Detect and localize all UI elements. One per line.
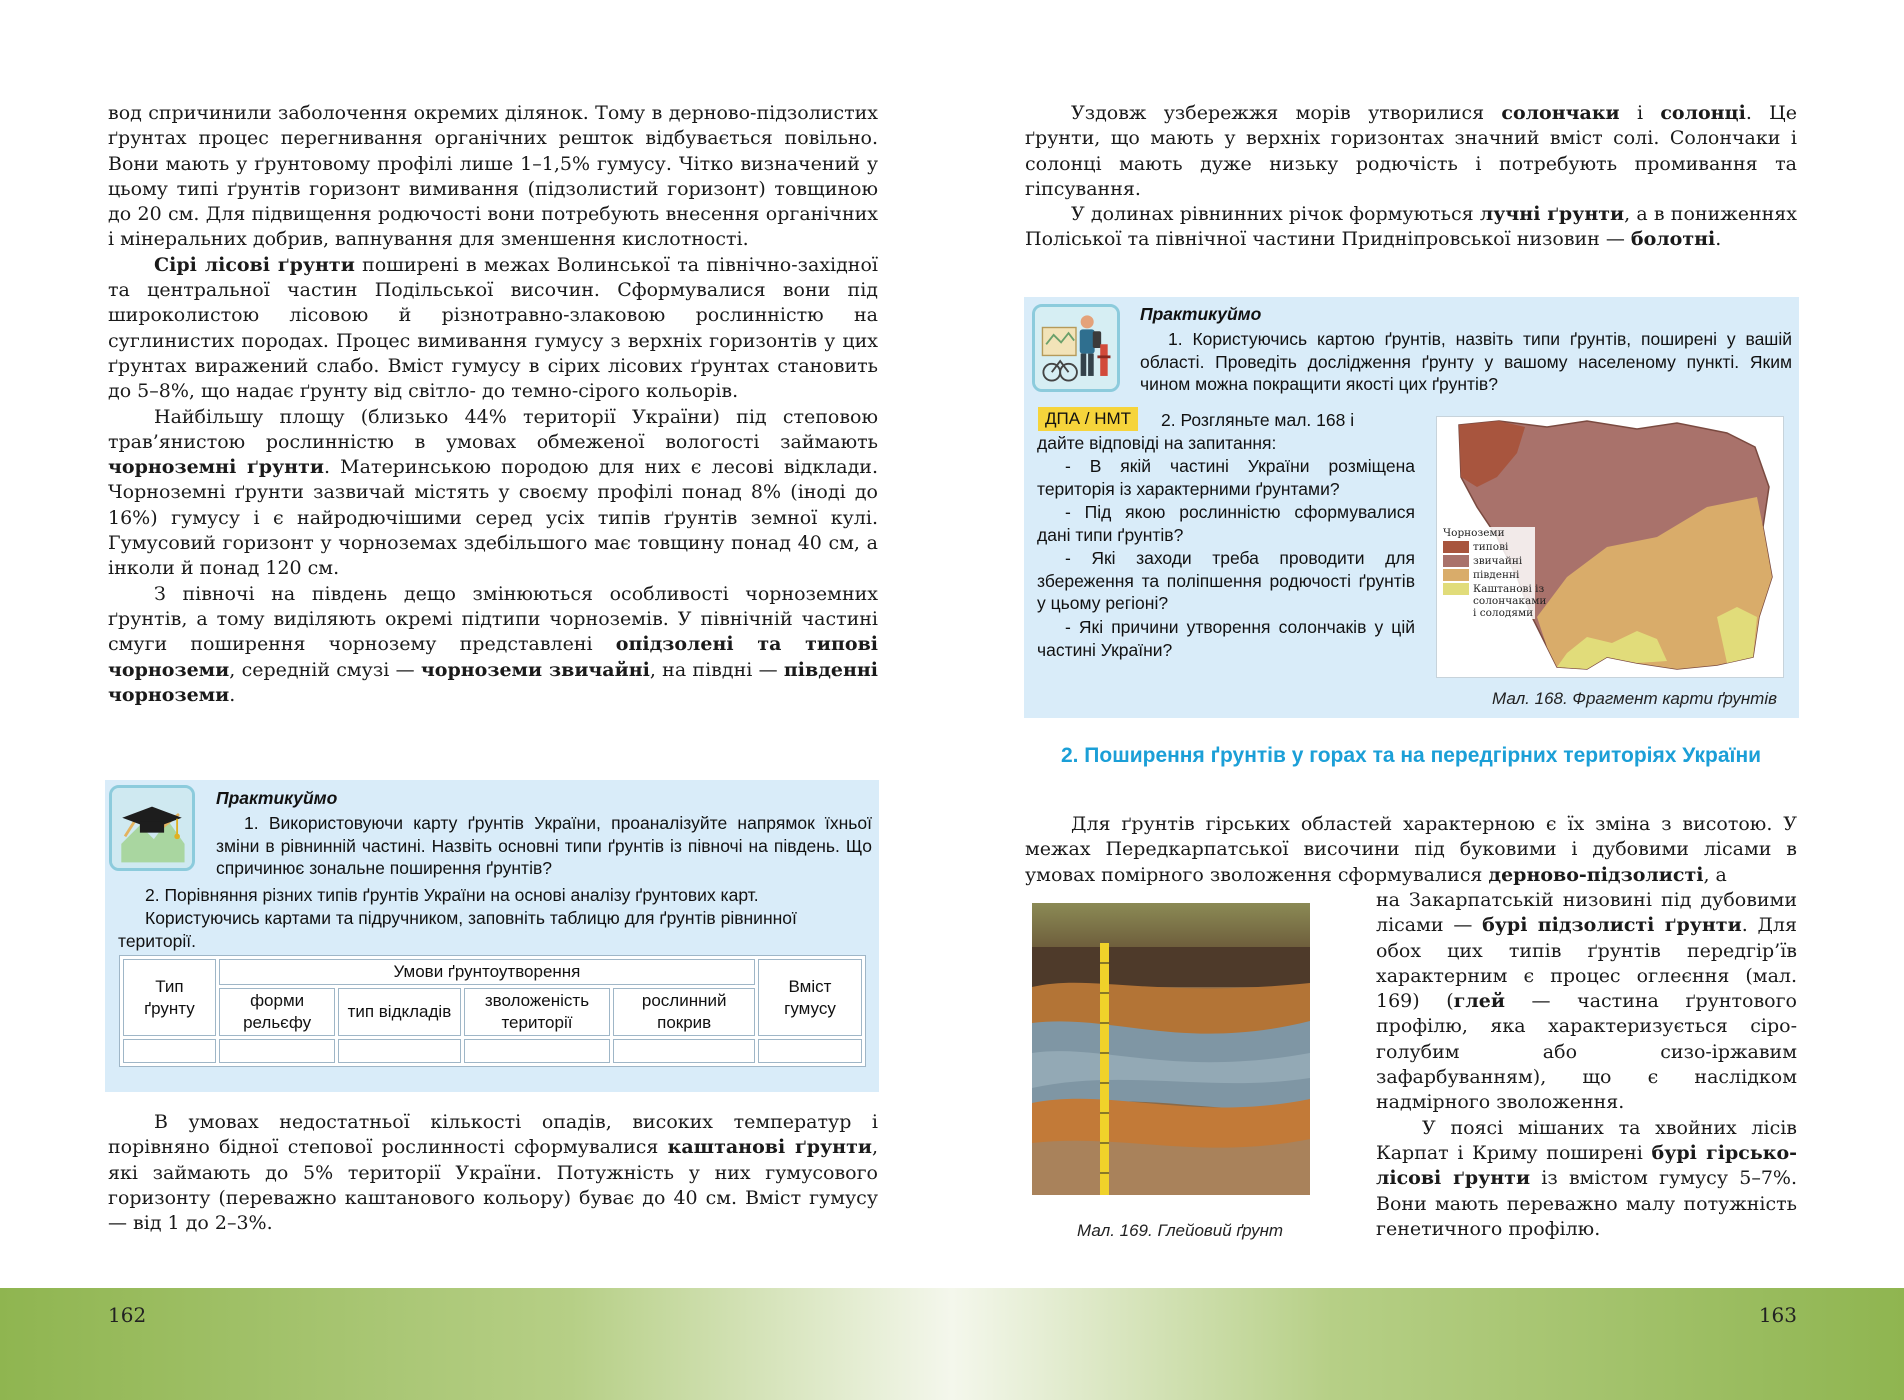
paragraph-podzolic: вод спричинили заболочення окремих ділянок. Тому в дерново-підзолистих ґрунтах процес перегнивання органічних решток відбувається повільно. Вони мають у ґрунтовому профілі лише 1–1,5% гумусу. Чітко визначений у цьому типі ґрунтів горизонт вимивання (підзолистий горизонт) товщиною до 20 см. Для підвищення родючості вони потребують внесення органічних і мінеральних добрив, вапнування для зменшення кислотності. [108,102,878,251]
practice-task1-left: 1. Використовуючи карту ґрунтів України, проаналізуйте напрямок їхньої зміни в рівнинній частині. Назвіть основні типи ґрунтів із півночі на південь. Що спричинює зональне поширення ґрунтів? [216,813,872,879]
paragraph-mountain-forest [1376,1116,1797,1242]
paragraph-mountain-forest-text-a: У поясі мішаних та хвойних лісів Карпат і Криму поширені [1376,1116,1797,1164]
paragraph-meadow-text-a: У долинах рівнинних річок формуються [1071,203,1480,226]
section-title: 2. Поширення ґрунтів у горах та на передгірних територіях України [1060,744,1762,767]
legend-label-typical: типові [1473,541,1509,553]
paragraph-mountain-soils-text: Для ґрунтів гірських областей характерною є їх зміна з висотою. У межах Передкарпатської височини під буковими і дубовими лісами в умовах помірного зволоження сформувалися [1025,813,1797,886]
soil-conditions-table [119,955,866,1067]
table-cell-empty [219,1039,335,1063]
paragraph-saline-text-c: і [1619,102,1661,124]
paragraph-meadow-text-d: . [1715,228,1722,251]
paragraph-saline-text-d: . Це ґрунти, що мають у верхніх горизонтах значний вміст солі. Солончаки і солонці мають дуже низьку родючість і потребують промивання та гіпсування. [1025,102,1797,200]
term-chernozem-soils: чорноземні ґрунти [108,456,324,479]
legend-label-southern: південні [1473,569,1520,581]
legend-swatch-chestnut [1443,583,1469,595]
term-solonets: солонці [1660,102,1746,124]
paragraph-gley-text-d: — частина ґрунтового профілю, яка характеризується сіро-голубим або сизо-іржавим зафарбуванням), що є наслідком надмірного зволоження. [1376,990,1797,1114]
map-legend [1443,527,1547,619]
practice-block-right [1024,297,1799,718]
practice-task2-left: 2. Порівняння різних типів ґрунтів України на основі аналізу ґрунтових карт. [145,885,759,905]
paragraph-saline-text-a: Уздовж узбережжя морів утворилися [1071,102,1502,124]
left-page [0,0,952,1288]
paragraph-grey-forest-text: поширені в межах Волинської та північно-західної та центральної частин Подільської височин. Сформувалися вони під широколистою лісовою й різнотравно-злаковою рослинністю на суглинистих породах. Процес вимивання гумусу з верхніх горизонтів у цих ґрунтах виражений слабо. Вміст гумусу в сірих лісових ґрунтах становить до 5–8%, що надає ґрунту від світло- до темно-сірого кольорів. [108,253,878,403]
term-solonchaks: солончаки [1501,102,1620,124]
table-cell-empty [613,1039,755,1063]
question-4: - Які причини утворення солончаків у цій частині України? [1037,617,1415,660]
practice-task2b-left: Користуючись картами та підручником, заповніть таблицю для ґрунтів рівнинної території. [118,908,797,951]
legend-label-chestnut: Каштанові із солончаками і солодями [1473,583,1547,619]
page-footer-band [0,1288,1904,1400]
paragraph-chernozem-text-a: Найбільшу площу (близько 44% території України) під степовою трав’янистою рослинністю в умовах обмеженої вологості займають [108,405,878,453]
paragraph-gley-text-a: на Закарпатській низовині під дубовими лісами — [1376,889,1797,937]
paragraph-saline [1025,101,1797,202]
gley-soil-photo-drawing [1032,903,1310,1195]
paragraph-mountain-soils-text-c: , а [1703,863,1727,886]
graduation-cap-icon [109,785,195,871]
right-text-wrap [1376,888,1797,1242]
paragraph-subtypes-text-a: З півночі на південь дещо змінюються особливості чорноземних ґрунтів, а тому виділяють окремі підтипи чорноземів. У північній частині смуги поширення чорнозему представлені [108,582,878,656]
legend-label-ordinary: звичайні [1473,555,1523,567]
paragraph-chernozem [108,405,878,582]
table-header-vegetation: рослинний покрив [613,988,755,1036]
page-number-left: 162 [108,1303,147,1327]
term-ordinary-chernozems: чорноземи звичайні [420,658,650,681]
term-bog-soils: болотні [1630,228,1716,251]
map-legend-item [1443,583,1547,619]
map-legend-item [1443,555,1535,567]
right-text-top [1025,101,1797,253]
map-legend-title: Чорноземи [1443,527,1505,539]
paragraph-chestnut-text-b: , які займають до 5% території України. Потужність у них гумусового горизонту (переважно каштанового кольору) буває до 40 см. Вміст гумусу — від 1 до 2–3%. [108,1136,878,1235]
paragraph-subtypes-text-c: , середній смузі — [229,658,421,681]
table-header-humus: Вміст гумусу [758,959,862,1036]
practice-block-left [105,780,879,1092]
term-chestnut-soils: каштанові ґрунти [667,1136,872,1159]
paragraph-gley [1376,888,1797,1116]
left-text-bottom [108,1110,878,1236]
paragraph-meadow [1025,202,1797,253]
paragraph-chernozem-text-b: . Материнською породою для них є лесові відклади. Чорноземні ґрунти зазвичай містять у своєму профілі понад 8% (іноді до 16%) гумусу і є найродючішими серед усіх типів ґрунтів земної кулі. Гумусовий горизонт у чорноземах здебільшого має товщину понад 40 см, а інколи й понад 120 см. [108,456,878,580]
practice-title-left: Практикуймо [216,788,338,808]
table-cell-empty [338,1039,460,1063]
practice-task1-right: 1. Користуючись картою ґрунтів, назвіть типи ґрунтів, поширені у вашій області. Проведіть дослідження ґрунту у вашому населеному пункті. Яким чином можна покращити якості цих ґрунтів? [1140,329,1792,395]
paragraph-chestnut [108,1110,878,1236]
term-sod-podzolic: дерново-підзолисті [1488,863,1704,886]
legend-swatch-typical [1443,541,1469,553]
gley-soil-photo [1032,903,1310,1195]
map-caption: Мал. 168. Фрагмент карти ґрунтів [1491,689,1777,708]
page-number-right: 163 [1758,1303,1797,1327]
student-with-map-icon [1032,304,1120,392]
legend-swatch-ordinary [1443,555,1469,567]
left-text-top [108,101,878,708]
practice-task2-rest: дайте відповіді на запитання: [1037,433,1277,453]
table-cell-empty [758,1039,862,1063]
practice-task2-head: 2. Розгляньте мал. 168 і [1161,410,1355,430]
question-3: - Які заходи треба проводити для збереження та поліпшення родючості ґрунтів у цьому регіоні? [1037,548,1415,614]
table-header-moisture: зволоженість території [464,988,611,1036]
term-meadow-soils: лучні ґрунти [1479,203,1625,226]
term-grey-forest-soils: Сірі лісові ґрунти [154,253,355,276]
paragraph-meadow-text-c: , а в пониженнях Поліської та північної частини Придніпровської низовин — [1025,203,1797,251]
paragraph-grey-forest [108,253,878,405]
photo-caption: Мал. 169. Глейовий ґрунт [1077,1221,1284,1240]
paragraph-subtypes [108,582,878,708]
paragraph-subtypes-text-e: . [229,683,236,706]
map-legend-item [1443,541,1535,553]
paragraph-chestnut-text-a: В умовах недостатньої кількості опадів, високих температур і порівняно бідної степової рослинності сформувалися [108,1111,878,1159]
question-2: - Під якою рослинністю сформувалися дані типи ґрунтів? [1037,502,1415,545]
exam-badge: ДПА / НМТ [1038,407,1138,431]
paragraph-mountain-soils [1025,812,1797,888]
right-text-mid [1025,812,1797,888]
legend-swatch-southern [1443,569,1469,581]
table-header-soil-type: Тип ґрунту [123,959,216,1036]
practice-title-right: Практикуймо [1140,304,1262,324]
term-brown-podzolic: бурі підзолисті ґрунти [1482,914,1742,937]
paragraph-subtypes-text-d: , на півдні — [649,658,784,681]
soil-map [1436,416,1784,678]
term-brown-mountain-forest: бурі гірсько-лісові ґрунти [1376,1141,1798,1190]
table-cell-empty [123,1039,216,1063]
term-southern-chernozems: південні чорноземи [108,658,878,706]
table-cell-empty [464,1039,611,1063]
paragraph-gley-text-c: . Для обох цих типів ґрунтів передгір’їв характерним є процес оглеєння (мал. 169) ( [1376,914,1797,1013]
table-header-relief: форми рельєфу [219,988,335,1036]
map-legend-item [1443,569,1535,581]
table-header-deposits: тип відкладів [338,988,460,1036]
term-podzolized-chernozems: опідзолені та типові чорноземи [108,633,879,681]
right-page [952,0,1904,1288]
paragraph-mountain-forest-text-c: із вмістом гумусу 5–7%. Вони мають переважно малу потужність генетичного профілю. [1376,1167,1797,1240]
table-header-conditions: Умови ґрунтоутворення [219,959,755,985]
term-gley: глей [1453,990,1505,1013]
question-1: - В якій частині України розміщена територія із характерними ґрунтами? [1037,456,1415,499]
